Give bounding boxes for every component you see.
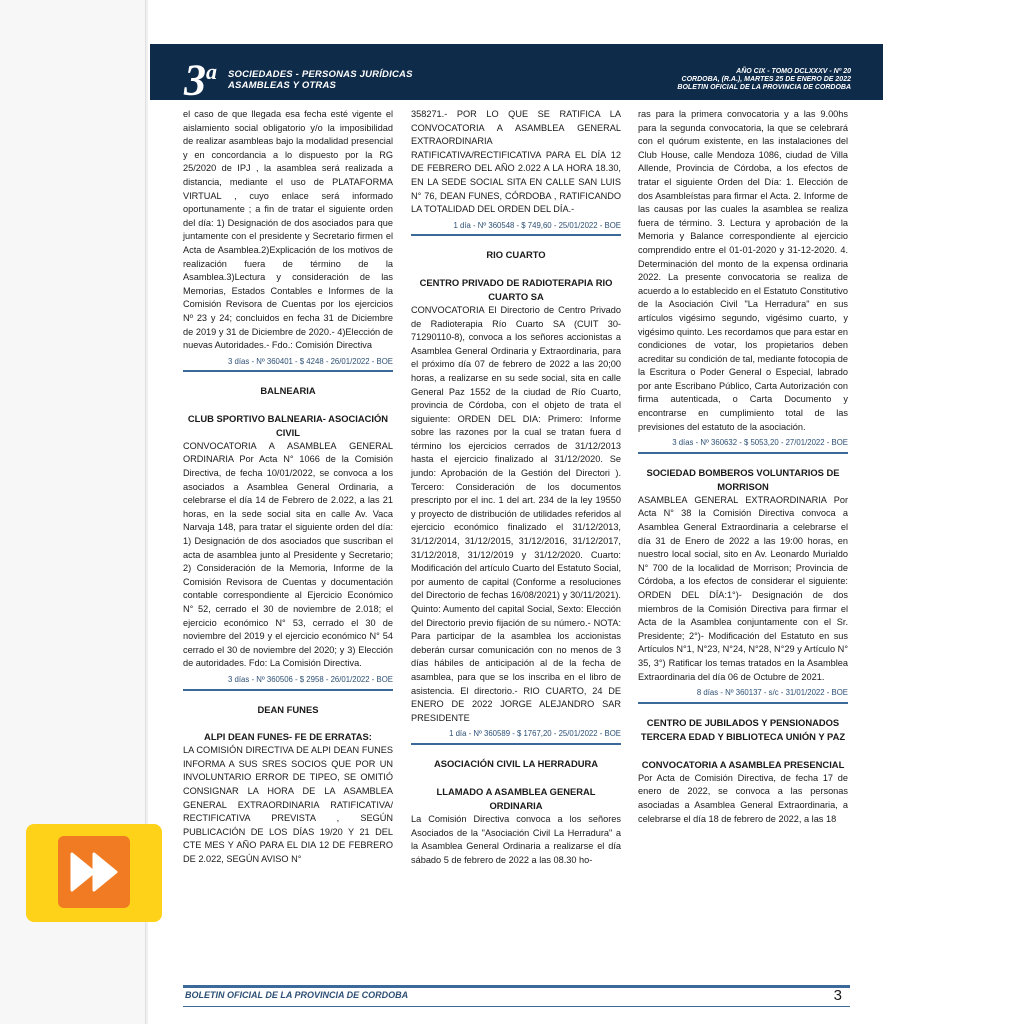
organization-heading: ASOCIACIÓN CIVIL LA HERRADURA — [433, 757, 599, 769]
notice-text: LA COMISIÓN DIRECTIVA DE ALPI DEAN FUNES INFORMA A SUS SRES SOCIOS QUE POR UN INVOLUNTARIO ERROR DE TIPEO, SE OMITIÓ CONSIGNAR LA HORA DE LA ASAMBLEA GENERAL EXTRAORDINARIA RATIFICATIVA/ RECTIFICATIVA PREVISTA , SEGÚN PUBLICACIÓN DE LOS DÍAS 19/20 Y 21 DEL CTE MES Y AÑO PARA EL DIA 12 DE FEBRERO DE 2.022, SEGÚN AVISO N° — [183, 745, 393, 864]
notice-text: el caso de que llegada esa fecha esté vigente el aislamiento social obligatorio y/o la imposibilidad de realizar asambleas bajo la modalidad presencial y en concordancia a lo dispuesto por la RG 25/2020 de IPJ , la asamblea será realizada a distancia, mediante el uso de PLATAFORMA VIRTUAL , cuyo enlace será informado oportunamente ; a fin de tratar el siguiente orden del día: 1) Designación de dos asociados para que juntamente con el presidente y Secretario firmen el Acta de Asamblea.2)Explicación de los motivos de realización fuera de término de la Asamblea.3)Lectura y consideración de las Memorias, Estados Contables e Informes de la Comisión Revisora de Cuentas por los ejercicios Nº 23 y 24; concluidos en fecha 31 de Diciembre de 2019 y 31 de Diciembre de 2020.- 4)Elección de nuevas Autoridades.- Fdo.: Comisión Directiva — [183, 109, 393, 351]
footer-title: BOLETIN OFICIAL DE LA PROVINCIA DE CORDOBA — [185, 990, 409, 1000]
section-title: SOCIEDADES - PERSONAS JURÍDICAS ASAMBLEAS Y OTRAS — [228, 69, 413, 91]
page-number: 3 — [833, 987, 842, 1004]
notice-text: 358271.- POR LO QUE SE RATIFICA LA CONVOCATORIA A ASAMBLEA GENERAL EXTRAORDINARIA RATIFICATIVA/RECTIFICATIVA PARA EL DÍA 12 DE FEBRERO DEL AÑO 2.022 A LA HORA 18.30, EN LA SEDE SOCIAL SITA EN CALLE SAN LUIS N° 76, DEAN FUNES, CÓRDOBA , RATIFICANDO LA TOTALIDAD DEL ORDEN DEL DÍA.- — [411, 109, 621, 215]
fast-forward-overlay[interactable] — [26, 824, 162, 922]
notice-text: CONVOCATORIA El Directorio de Centro Privado de Radioterapia Río Cuarto SA (CUIT 30-71290110-8), convoca a los señores accionistas a Asamblea General Ordinaria y Extraordinaria, para el próximo día 07 de febrero de 2022 a las 20;00 horas, a realizarse en su sede social, sita en calle General Paz 1552 de la ciudad de Río Cuarto, provincia de Córdoba, con el objeto de trata el siguiente: ORDEN DEL DIA: Primero: Informe sobre las razones por la cual se tratan fuera d término los ejercicios cerrados de 31/12/2013 hasta el ejercicio finalizado al 31/12/2020. Se jundo: Aprobación de la Gestión del Directori ). Tercero: Consideración de los documentos prescripto por el inc. 1 del art. 234 de la ley 19550 y proyecto de distribución de utilidades referidos al ejercicio económico finalizado el 31/12/2013, 31/12/2014, 31/12/2015, 31/12/2016, 31/12/2017, 31/12/2018, 31/12/2019 y 31/12/2020. Cuarto: Modificación del artículo Cuarto del Estatuto Social, por aumento de capital (Conforme a resoluciones del Directorio de fechas 16/08/2021) y 30/11/2021). Quinto: Aumento del capital Social, Sexto: Elección del Directorio previo fijación de su número.- NOTA: Para participar de la asamblea los accionistas deberán cursar comunicación con no menos de 3 días hábiles de anticipación al de la fecha de asamblea, para que se los inscriba en el libro de asistencia. El directorio.- RIO CUARTO, 24 DE ENERO DE 2022 JORGE ALEJANDRO SAR PRESIDENTE — [411, 304, 621, 723]
organization-heading: ALPI DEAN FUNES- FE DE ERRATAS: — [204, 731, 372, 743]
column-2 — [411, 108, 621, 867]
page-footer — [183, 985, 850, 1007]
locality-heading: RIO CUARTO — [486, 249, 546, 261]
column-3 — [638, 108, 848, 826]
locality-heading: BALNEARIA — [260, 385, 316, 397]
page-header — [150, 44, 883, 105]
notice-heading: CONVOCATORIA A ASAMBLEA PRESENCIAL — [641, 758, 845, 770]
notice-footer: 3 días - Nº 360506 - $ 2958 - 26/01/2022 - BOE — [183, 672, 393, 691]
organization-heading: SOCIEDAD BOMBEROS VOLUNTARIOS DE MORRISON — [646, 466, 840, 492]
fast-forward-icon — [68, 850, 120, 894]
notice-text: CONVOCATORIA A ASAMBLEA GENERAL ORDINARIA Por Acta N° 1066 de la Comisión Directiva, de fecha 10/01/2022, se convoca a los asociados a Asamblea General Ordinaria, a celebrarse el día 14 de Febrero de 2.022, a las 21 horas, en la sede social sita en calle Av. Vaca Narvaja 148, para tratar el siguiente orden del día: 1) Designación de dos asociados que suscriban el acta de asamblea junto al Presidente y Secretario; 2) Consideración de la Memoria, Informe de la Comisión Revisora de Cuentas y documentación contable correspondiente al Ejercicio Económico N° 52, cerrado el 30 de noviembre de 2.018; el ejercicio económico N° 53, cerrado el 30 de noviembre del 2019 y el ejercicio económico N° 54 cerrado el 30 de noviembre del 2020; y 3) Elección de autoridades. Fdo: La Comisión Directiva. — [183, 440, 393, 669]
notice-heading: LLAMADO A ASAMBLEA GENERAL ORDINARIA — [436, 785, 596, 811]
notice-text: ASAMBLEA GENERAL EXTRAORDINARIA Por Acta N° 38 la Comisión Directiva convoca a Asamblea General Extraordinaria a celebrarse el día 31 de Enero de 2022 a las 19:00 horas, en nuestro local social, sito en Av. Leonardo Murialdo N° 700 de la localidad de Morrison; Provincia de Córdoba, a los efectos de considerar el siguiente: ORDEN DEL DÍA:1°)- Designación de dos miembros de la Comisión Directiva para firmar el Acta de la Asamblea conjuntamente con el Sr. Presidente; 2°)- Modificación del Estatuto en sus Artículos N°1, N°23, N°24, N°28, N°29 y Artículo N° 35, 3°) Ratificar los temas tratados en la Asamblea Extraordinaria del día 06 de Octubre de 2021. — [638, 494, 848, 682]
notice-text: Por Acta de Comisión Directiva, de fecha 17 de enero de 2022, se convoca a las personas asociadas a Asamblea General Extraordinaria, a celebrarse el día 18 de febrero de 2022, a las 18 — [638, 772, 848, 824]
notice-text: ras para la primera convocatoria y a las 9.00hs para la segunda convocatoria, la que se celebrará con el quórum existente, en las instalaciones del Club House, calle Mendoza 1086, ciudad de Villa Allende, Provincia de Córdoba, a los efectos de tratar el siguiente Orden del Día: 1. Elección de dos Asambleístas para firmar el Acta. 2. Informe de las causas por las cuales la asamblea se realiza fuera de término. 3. Lectura y aprobación de la Memoria y Balance correspondiente al ejercicio comprendido entre el 01-01-2020 y 31-12-2020. 4. Determinación del monto de la expensa ordinaria 2022. La presente convocatoria se realiza de acuerdo a lo establecido en el Estatuto Constitutivo de la Asociación Civil "La Herradura" en sus artículos vigésimo segundo, vigésimo cuarto, y vigésimo quinto. Les recordamos que para estar en condiciones de votar, los propietarios deben acreditar su condición de tal, mediante fotocopia de la Escritura o Poder General o Especial, labrado por ante Escribano Público, Carta Autorización con firma autenticada, o Carta Documento y encontrarse en cumplimiento total de las previsiones del estatuto de la asociación. — [638, 109, 848, 432]
notice-footer: 8 días - Nº 360137 - s/c - 31/01/2022 - BOE — [638, 685, 848, 704]
column-1 — [183, 108, 393, 867]
notice-footer: 3 días - Nº 360401 - $ 4248 - 26/01/2022 - BOE — [183, 354, 393, 373]
locality-heading: DEAN FUNES — [257, 703, 319, 715]
notice-text: La Comisión Directiva convoca a los señores Asociados de la "Asociación Civil La Herradura" a la Asamblea General Ordinaria a realizarse el día sábado 5 de febrero de 2022 a las 08.30 ho- — [411, 813, 621, 865]
notice-footer: 3 días - Nº 360632 - $ 5053,20 - 27/01/2022 - BOE — [638, 435, 848, 454]
organization-heading: CLUB SPORTIVO BALNEARIA- ASOCIACIÓN CIVIL — [187, 412, 389, 438]
organization-heading: CENTRO DE JUBILADOS Y PENSIONADOS TERCERA EDAD Y BIBLIOTECA UNIÓN Y PAZ — [640, 716, 846, 742]
notice-footer: 1 día - Nº 360589 - $ 1767,20 - 25/01/2022 - BOE — [411, 726, 621, 745]
issue-info: AÑO CIX - TOMO DCLXXXV - Nº 20 CORDOBA, (R.A.), MARTES 25 DE ENERO DE 2022 BOLETIN OFICIAL DE LA PROVINCIA DE CORDOBA — [677, 68, 851, 91]
fast-forward-button[interactable] — [58, 836, 130, 908]
organization-heading: CENTRO PRIVADO DE RADIOTERAPIA RIO CUARTO SA — [419, 276, 613, 302]
section-number: 3$^a$ — [184, 55, 217, 105]
notice-footer: 1 día - Nº 360548 - $ 749,60 - 25/01/2022 - BOE — [411, 218, 621, 237]
